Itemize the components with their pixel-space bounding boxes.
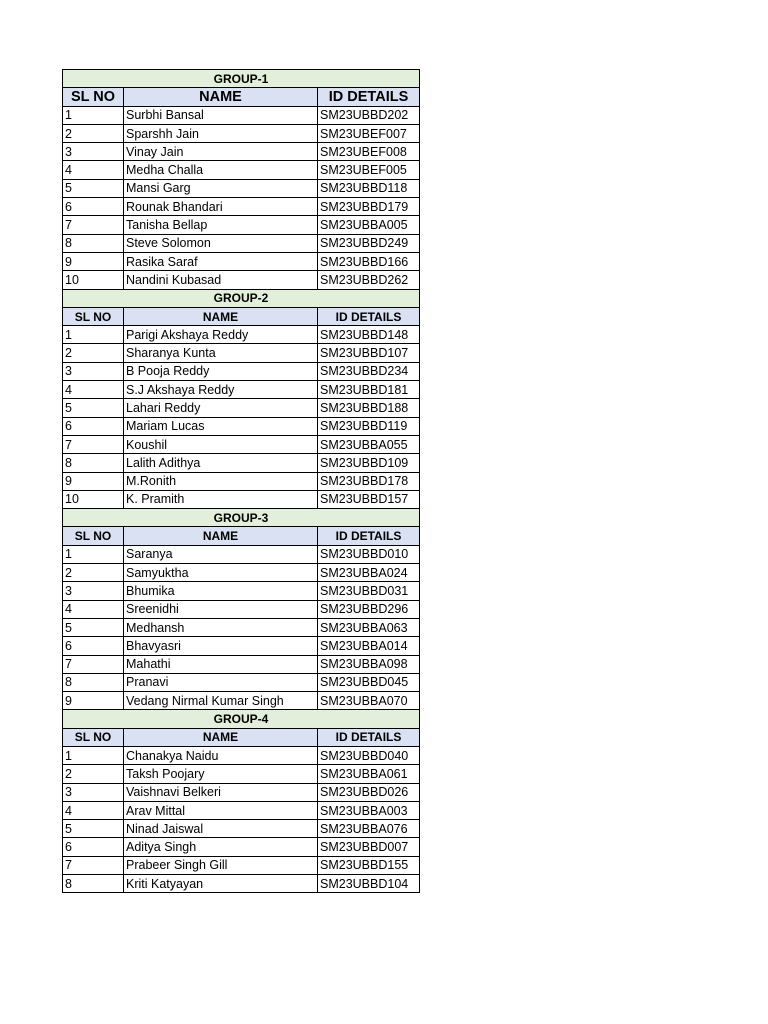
table-row [63,783,420,801]
id-details-cell: SM23UBBD296 [318,600,420,618]
name-cell: Rounak Bhandari [124,198,318,216]
sl-no-cell: 6 [63,417,124,435]
table-row [63,600,420,618]
name-cell: Taksh Poojary [124,765,318,783]
table-row [63,801,420,819]
id-details-cell: SM23UBBA024 [318,564,420,582]
id-details-cell: SM23UBBA061 [318,765,420,783]
table-row [63,582,420,600]
id-details-cell: SM23UBBA014 [318,637,420,655]
id-details-cell: SM23UBBD155 [318,856,420,874]
name-cell: Kriti Katyayan [124,875,318,893]
name-cell: Samyuktha [124,564,318,582]
id-details-cell: SM23UBBD148 [318,326,420,344]
sl-no-cell: 1 [63,545,124,563]
group-title: GROUP-4 [63,710,420,728]
table-row [63,673,420,691]
id-details-cell: SM23UBBD010 [318,545,420,563]
table-row [63,161,420,179]
table-row [63,856,420,874]
name-cell: Surbhi Bansal [124,106,318,124]
sl-no-cell: 8 [63,454,124,472]
sl-no-cell: 8 [63,875,124,893]
sl-no-cell: 7 [63,216,124,234]
id-details-cell: SM23UBBA076 [318,820,420,838]
group-title: GROUP-2 [63,289,420,307]
table-row [63,545,420,563]
table-row [63,472,420,490]
id-details-cell: SM23UBBA003 [318,801,420,819]
name-cell: Mansi Garg [124,179,318,197]
name-cell: B Pooja Reddy [124,362,318,380]
name-cell: Vedang Nirmal Kumar Singh [124,692,318,710]
name-cell: Rasika Saraf [124,252,318,270]
id-details-cell: SM23UBBD202 [318,106,420,124]
table-row [63,344,420,362]
sl-no-header: SL NO [63,307,124,325]
name-cell: Mahathi [124,655,318,673]
sl-no-header: SL NO [63,527,124,545]
table-row [63,417,420,435]
name-cell: Medha Challa [124,161,318,179]
id-details-cell: SM23UBBD188 [318,399,420,417]
id-details-cell: SM23UBBA070 [318,692,420,710]
sl-no-cell: 5 [63,179,124,197]
id-details-cell: SM23UBBD031 [318,582,420,600]
sl-no-cell: 8 [63,673,124,691]
id-details-cell: SM23UBBD119 [318,417,420,435]
id-details-header: ID DETAILS [318,88,420,106]
name-header: NAME [124,88,318,106]
sl-no-cell: 9 [63,472,124,490]
name-header: NAME [124,728,318,746]
column-header-row [63,527,420,545]
name-cell: Vaishnavi Belkeri [124,783,318,801]
table-row [63,637,420,655]
id-details-cell: SM23UBBA063 [318,618,420,636]
name-cell: Medhansh [124,618,318,636]
table-row [63,216,420,234]
table-row [63,490,420,508]
sl-no-cell: 3 [63,582,124,600]
sl-no-cell: 7 [63,856,124,874]
sl-no-cell: 5 [63,399,124,417]
table-row [63,838,420,856]
table-row [63,124,420,142]
sl-no-cell: 2 [63,564,124,582]
sl-no-cell: 2 [63,344,124,362]
name-cell: Parigi Akshaya Reddy [124,326,318,344]
sl-no-cell: 4 [63,801,124,819]
name-cell: Koushil [124,435,318,453]
group-list-body [63,70,420,893]
table-row [63,252,420,270]
sl-no-cell: 3 [63,362,124,380]
group-title-row [63,509,420,527]
table-row [63,106,420,124]
name-cell: Arav Mittal [124,801,318,819]
table-row [63,326,420,344]
sl-no-cell: 9 [63,692,124,710]
name-cell: Nandini Kubasad [124,271,318,289]
id-details-cell: SM23UBBD107 [318,344,420,362]
table-row [63,435,420,453]
sl-no-cell: 4 [63,161,124,179]
table-row [63,198,420,216]
id-details-cell: SM23UBBD178 [318,472,420,490]
name-cell: Bhavyasri [124,637,318,655]
column-header-row [63,307,420,325]
name-cell: K. Pramith [124,490,318,508]
sl-no-cell: 5 [63,820,124,838]
name-cell: Mariam Lucas [124,417,318,435]
id-details-cell: SM23UBBD104 [318,875,420,893]
table-row [63,618,420,636]
table-row [63,454,420,472]
sl-no-cell: 6 [63,198,124,216]
group-title: GROUP-1 [63,70,420,88]
sl-no-cell: 1 [63,326,124,344]
id-details-cell: SM23UBBD166 [318,252,420,270]
sl-no-cell: 3 [63,143,124,161]
name-cell: Sreenidhi [124,600,318,618]
sl-no-header: SL NO [63,728,124,746]
column-header-row [63,728,420,746]
sl-no-cell: 9 [63,252,124,270]
sl-no-cell: 1 [63,106,124,124]
id-details-header: ID DETAILS [318,728,420,746]
name-cell: Pranavi [124,673,318,691]
table-row [63,655,420,673]
name-cell: Sparshh Jain [124,124,318,142]
name-cell: Sharanya Kunta [124,344,318,362]
group-title-row [63,710,420,728]
id-details-cell: SM23UBBD179 [318,198,420,216]
table-row [63,875,420,893]
id-details-cell: SM23UBEF008 [318,143,420,161]
sl-no-cell: 4 [63,381,124,399]
id-details-cell: SM23UBBA055 [318,435,420,453]
table-row [63,362,420,380]
id-details-cell: SM23UBBD026 [318,783,420,801]
name-header: NAME [124,307,318,325]
table-row [63,692,420,710]
id-details-cell: SM23UBBD157 [318,490,420,508]
name-cell: Tanisha Bellap [124,216,318,234]
name-cell: Chanakya Naidu [124,746,318,764]
id-details-cell: SM23UBBD249 [318,234,420,252]
name-cell: Aditya Singh [124,838,318,856]
id-details-cell: SM23UBBD118 [318,179,420,197]
table-row [63,564,420,582]
id-details-cell: SM23UBBD109 [318,454,420,472]
table-row [63,234,420,252]
name-cell: Steve Solomon [124,234,318,252]
id-details-cell: SM23UBBD234 [318,362,420,380]
id-details-cell: SM23UBBD181 [318,381,420,399]
name-cell: Prabeer Singh Gill [124,856,318,874]
sl-no-cell: 6 [63,637,124,655]
name-cell: Vinay Jain [124,143,318,161]
name-cell: Saranya [124,545,318,563]
table-row [63,179,420,197]
table-row [63,820,420,838]
name-cell: S.J Akshaya Reddy [124,381,318,399]
group-title-row [63,70,420,88]
id-details-header: ID DETAILS [318,527,420,545]
id-details-cell: SM23UBBD040 [318,746,420,764]
group-list-table [62,69,420,893]
sl-no-cell: 2 [63,124,124,142]
name-cell: M.Ronith [124,472,318,490]
table-row [63,143,420,161]
id-details-cell: SM23UBBA098 [318,655,420,673]
sl-no-cell: 7 [63,435,124,453]
sl-no-cell: 3 [63,783,124,801]
group-title: GROUP-3 [63,509,420,527]
name-cell: Ninad Jaiswal [124,820,318,838]
table-row [63,399,420,417]
sl-no-cell: 4 [63,600,124,618]
column-header-row [63,88,420,106]
id-details-cell: SM23UBBD007 [318,838,420,856]
sl-no-cell: 8 [63,234,124,252]
id-details-header: ID DETAILS [318,307,420,325]
id-details-cell: SM23UBEF005 [318,161,420,179]
id-details-cell: SM23UBBA005 [318,216,420,234]
sl-no-cell: 6 [63,838,124,856]
id-details-cell: SM23UBBD262 [318,271,420,289]
name-header: NAME [124,527,318,545]
sl-no-cell: 1 [63,746,124,764]
table-row [63,765,420,783]
table-row [63,746,420,764]
id-details-cell: SM23UBBD045 [318,673,420,691]
group-title-row [63,289,420,307]
name-cell: Bhumika [124,582,318,600]
table-row [63,271,420,289]
table-row [63,381,420,399]
sl-no-cell: 5 [63,618,124,636]
sl-no-cell: 2 [63,765,124,783]
name-cell: Lahari Reddy [124,399,318,417]
id-details-cell: SM23UBEF007 [318,124,420,142]
sl-no-cell: 7 [63,655,124,673]
sl-no-header: SL NO [63,88,124,106]
name-cell: Lalith Adithya [124,454,318,472]
sl-no-cell: 10 [63,490,124,508]
sl-no-cell: 10 [63,271,124,289]
